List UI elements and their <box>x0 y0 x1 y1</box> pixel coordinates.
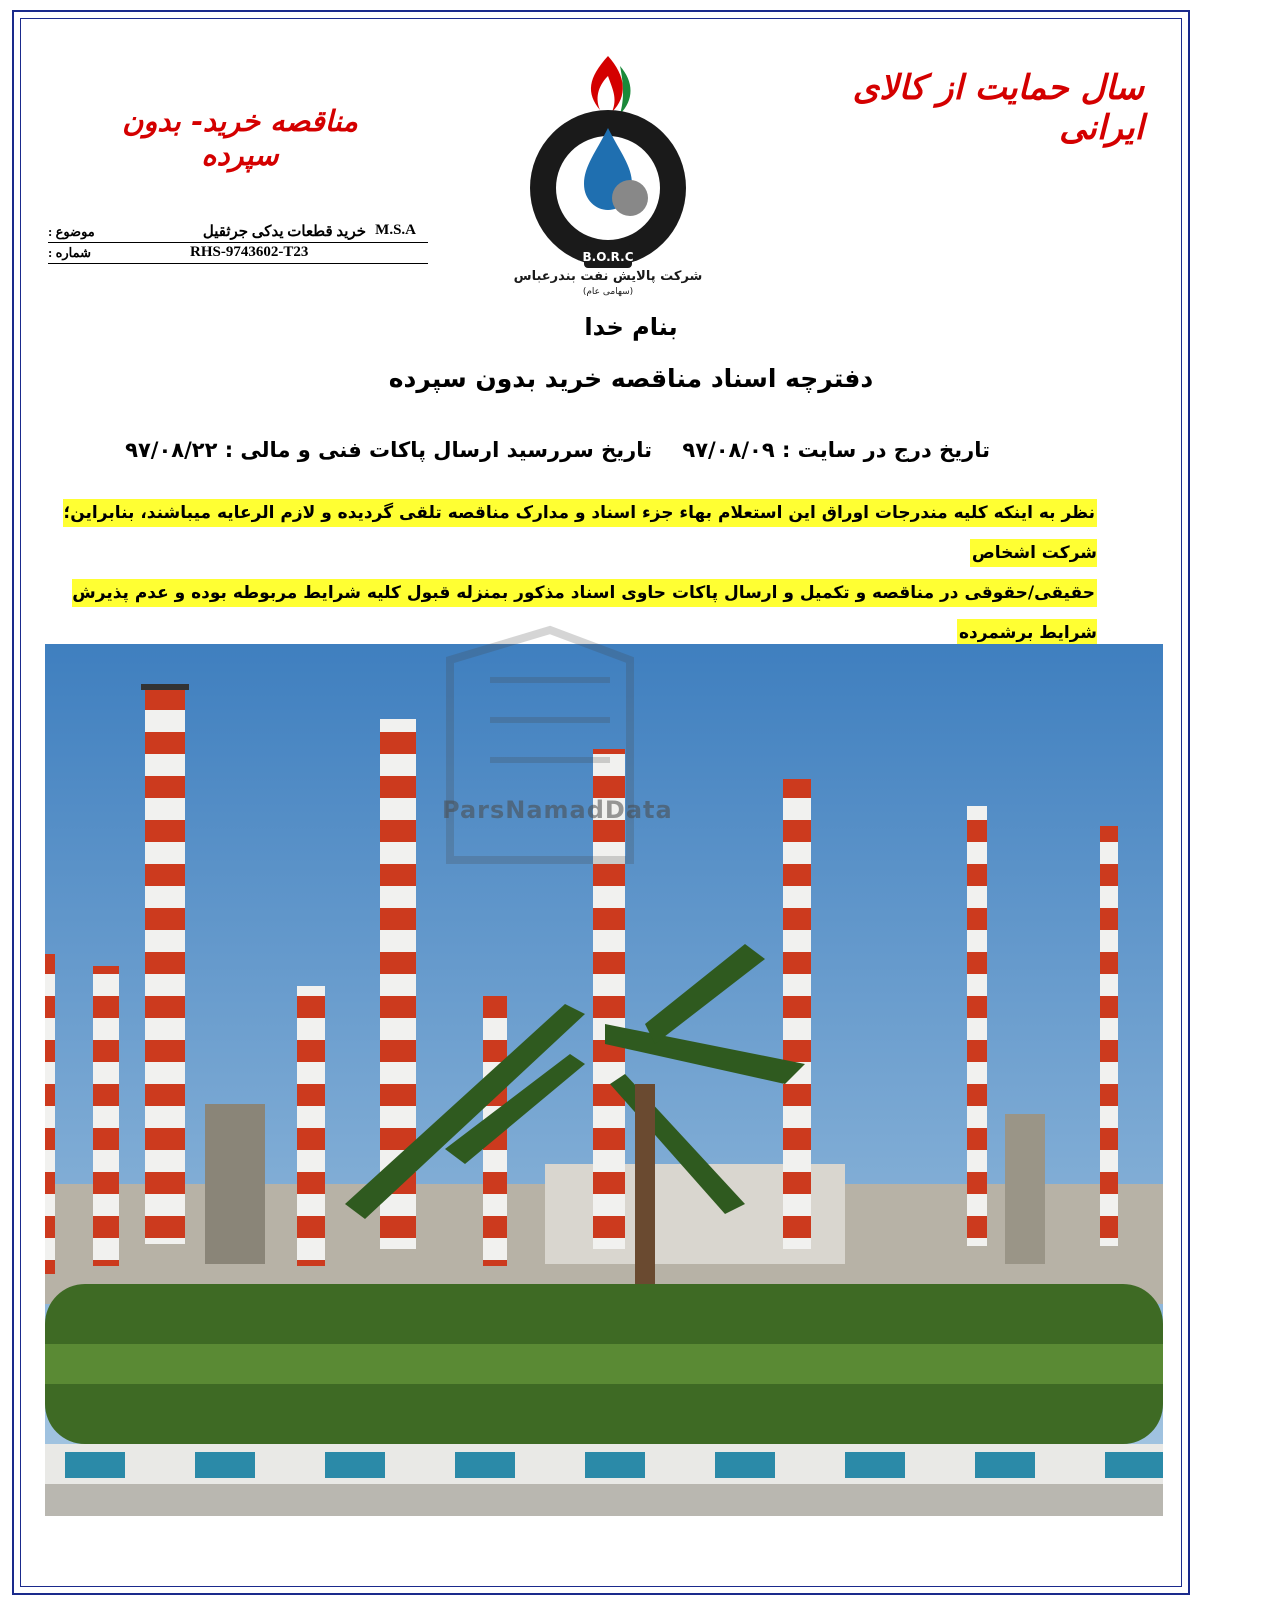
number-label: شماره : <box>48 245 92 260</box>
notice-line: نظر به اینکه کلیه مندرجات اوراق این استعلام بهاء جزء اسناد و مدارک مناقصه تلقی گردیده و لازم الرعایه میباشند، بنابراین؛ شرکت اشخاص <box>63 499 1097 567</box>
logo-caption: شرکت پالایش نفت بندرعباس <box>513 269 703 284</box>
refinery-photo <box>45 644 1163 1516</box>
bismillah: بنام خدا <box>584 313 678 341</box>
subject-code: M.S.A <box>375 222 416 238</box>
number-value: RHS-9743602-T23 <box>190 244 309 260</box>
subject-label: موضوع : <box>48 224 95 239</box>
notice-line: حقیقی/حقوقی در مناقصه و تکمیل و ارسال پاکات حاوی اسناد مذکور بمنزله قبول کلیه شرایط مربوطه بوده و عدم پذیرش شرایط برشمرده <box>72 579 1097 647</box>
logo-subcaption: (سهامی عام) <box>582 287 634 297</box>
posted-date: تاریخ درج در سایت : ۹۷/۰۸/۰۹ <box>682 438 990 462</box>
document-title: دفترچه اسناد مناقصه خرید بدون سپرده <box>388 364 874 393</box>
subject-value: خرید قطعات یدکی جرثقیل <box>202 224 366 240</box>
deadline-date: تاریخ سررسید ارسال پاکات فنی و مالی : ۹۷/۰۸/۲۲ <box>125 438 652 462</box>
subject-row <box>48 222 428 243</box>
year-slogan: سال حمایت از کالای ایرانی <box>852 68 1144 148</box>
watermark-brand: ParsNamadData <box>442 796 673 824</box>
number-row <box>48 243 428 264</box>
logo-abbreviation: B.O.R.C <box>582 250 634 264</box>
document-meta <box>48 222 428 264</box>
company-logo <box>508 48 708 298</box>
tender-type-heading: مناقصه خرید- بدون سپرده <box>122 104 358 172</box>
